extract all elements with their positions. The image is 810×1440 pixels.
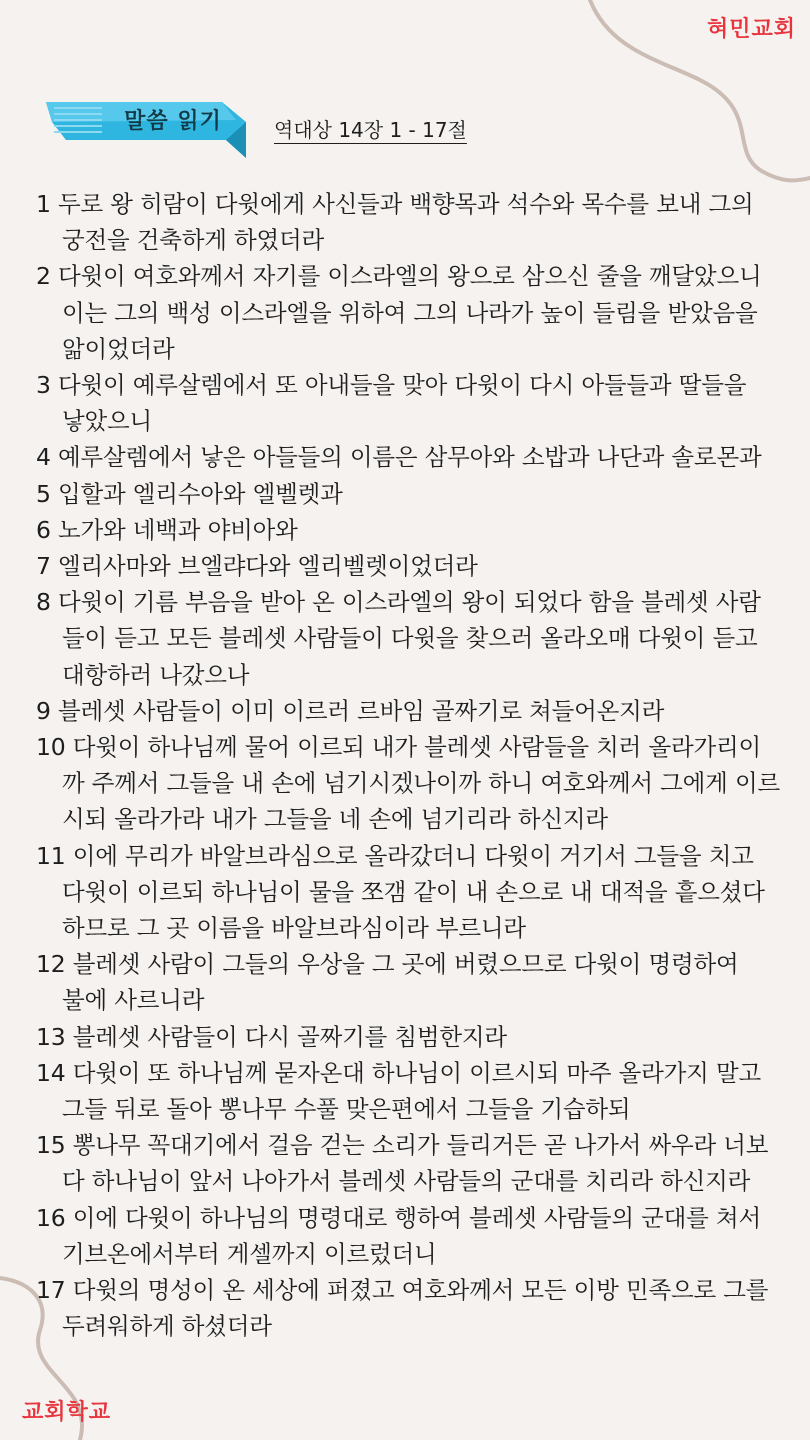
- verse-line: 6 노가와 네백과 야비아와: [36, 515, 298, 544]
- verse-line: 불에 사르니라: [62, 986, 205, 1015]
- verse-4: [36, 439, 788, 475]
- verse-2: [36, 258, 788, 367]
- verse-list: [36, 186, 788, 1345]
- verse-16: [36, 1200, 788, 1272]
- verse-9: [36, 693, 788, 729]
- verse-line: 다윗이 이르되 하나님이 물을 쪼갬 같이 내 손으로 내 대적을 흩으셨다: [62, 877, 765, 906]
- verse-line: 들이 듣고 모든 블레셋 사람들이 다윗을 찾으러 올라오매 다윗이 듣고: [62, 624, 758, 653]
- verse-line: 그들 뒤로 돌아 뽕나무 수풀 맞은편에서 그들을 기습하되: [62, 1095, 631, 1124]
- school-name-logo: 교회학교: [22, 1400, 112, 1425]
- verse-line: 앎이었더라: [62, 334, 175, 363]
- verse-13: [36, 1019, 788, 1055]
- verse-line: 이는 그의 백성 이스라엘을 위하여 그의 나라가 높이 들림을 받았음을: [62, 298, 758, 327]
- verse-line: 궁전을 건축하게 하였더라: [62, 226, 325, 255]
- verse-12: [36, 946, 788, 1018]
- verse-line: 15 뽕나무 꼭대기에서 걸음 걷는 소리가 들리거든 곧 나가서 싸우라 너보: [36, 1131, 769, 1160]
- verse-11: [36, 838, 788, 947]
- verse-line: 17 다윗의 명성이 온 세상에 퍼졌고 여호와께서 모든 이방 민족으로 그를: [36, 1276, 769, 1305]
- verse-line: 대항하러 나갔으나: [62, 660, 250, 689]
- verse-line: 12 블레셋 사람이 그들의 우상을 그 곳에 버렸으므로 다윗이 명령하여: [36, 950, 739, 979]
- verse-3: [36, 367, 788, 439]
- verse-line: 13 블레셋 사람들이 다시 골짜기를 침범한지라: [36, 1022, 507, 1051]
- verse-line: 7 엘리사마와 브엘랴다와 엘리벨렛이었더라: [36, 552, 478, 581]
- verse-line: 까 주께서 그들을 내 손에 넘기시겠나이까 하니 여호와께서 그에게 이르: [62, 769, 780, 798]
- verse-line: 두려워하게 하셨더라: [62, 1312, 272, 1341]
- verse-line: 4 예루살렘에서 낳은 아들들의 이름은 삼무아와 소밥과 나단과 솔로몬과: [36, 443, 762, 472]
- verse-line: 9 블레셋 사람들이 이미 이르러 르바임 골짜기로 쳐들어온지라: [36, 696, 665, 725]
- verse-5: [36, 476, 788, 512]
- verse-17: [36, 1272, 788, 1344]
- banner-label: 말씀 읽기: [124, 109, 222, 134]
- verse-line: 16 이에 다윗이 하나님의 명령대로 행하여 블레셋 사람들의 군대를 쳐서: [36, 1203, 761, 1232]
- scripture-reference: 역대상 14장 1 - 17절: [274, 118, 467, 142]
- verse-line: 1 두로 왕 히람이 다윗에게 사신들과 백향목과 석수와 목수를 보내 그의: [36, 190, 754, 218]
- verse-8: [36, 584, 788, 693]
- verse-10: [36, 729, 788, 838]
- verse-14: [36, 1055, 788, 1127]
- verse-15: [36, 1127, 788, 1199]
- verse-line: 시되 올라가라 내가 그들을 네 손에 넘기리라 하신지라: [62, 805, 608, 834]
- verse-line: 11 이에 무리가 바알브라심으로 올라갔더니 다윗이 거기서 그들을 치고: [36, 841, 754, 870]
- verse-line: 5 입할과 엘리수아와 엘벨렛과: [36, 479, 343, 508]
- church-name-logo: 혀민교회: [706, 17, 796, 42]
- verse-line: 3 다윗이 예루살렘에서 또 아내들을 맞아 다윗이 다시 아들들과 딸들을: [36, 371, 747, 400]
- verse-line: 14 다윗이 또 하나님께 묻자온대 하나님이 이르시되 마주 올라가지 말고: [36, 1058, 761, 1087]
- verse-line: 낳았으니: [62, 407, 153, 436]
- verse-line: 다 하나님이 앞서 나아가서 블레셋 사람들의 군대를 치리라 하신지라: [62, 1167, 751, 1196]
- verse-6: [36, 512, 788, 548]
- verse-line: 하므로 그 곳 이름을 바알브라심이라 부르니라: [62, 914, 526, 943]
- verse-line: 8 다윗이 기름 부음을 받아 온 이스라엘의 왕이 되었다 함을 블레셋 사람: [36, 588, 761, 617]
- verse-line: 10 다윗이 하나님께 물어 이르되 내가 블레셋 사람들을 치러 올라가리이: [36, 733, 761, 762]
- verse-1: [36, 186, 788, 258]
- verse-line: 기브온에서부터 게셀까지 이르렀더니: [62, 1239, 437, 1268]
- reading-header: [46, 100, 506, 162]
- verse-7: [36, 548, 788, 584]
- verse-line: 2 다윗이 여호와께서 자기를 이스라엘의 왕으로 삼으신 줄을 깨달았으니: [36, 262, 762, 291]
